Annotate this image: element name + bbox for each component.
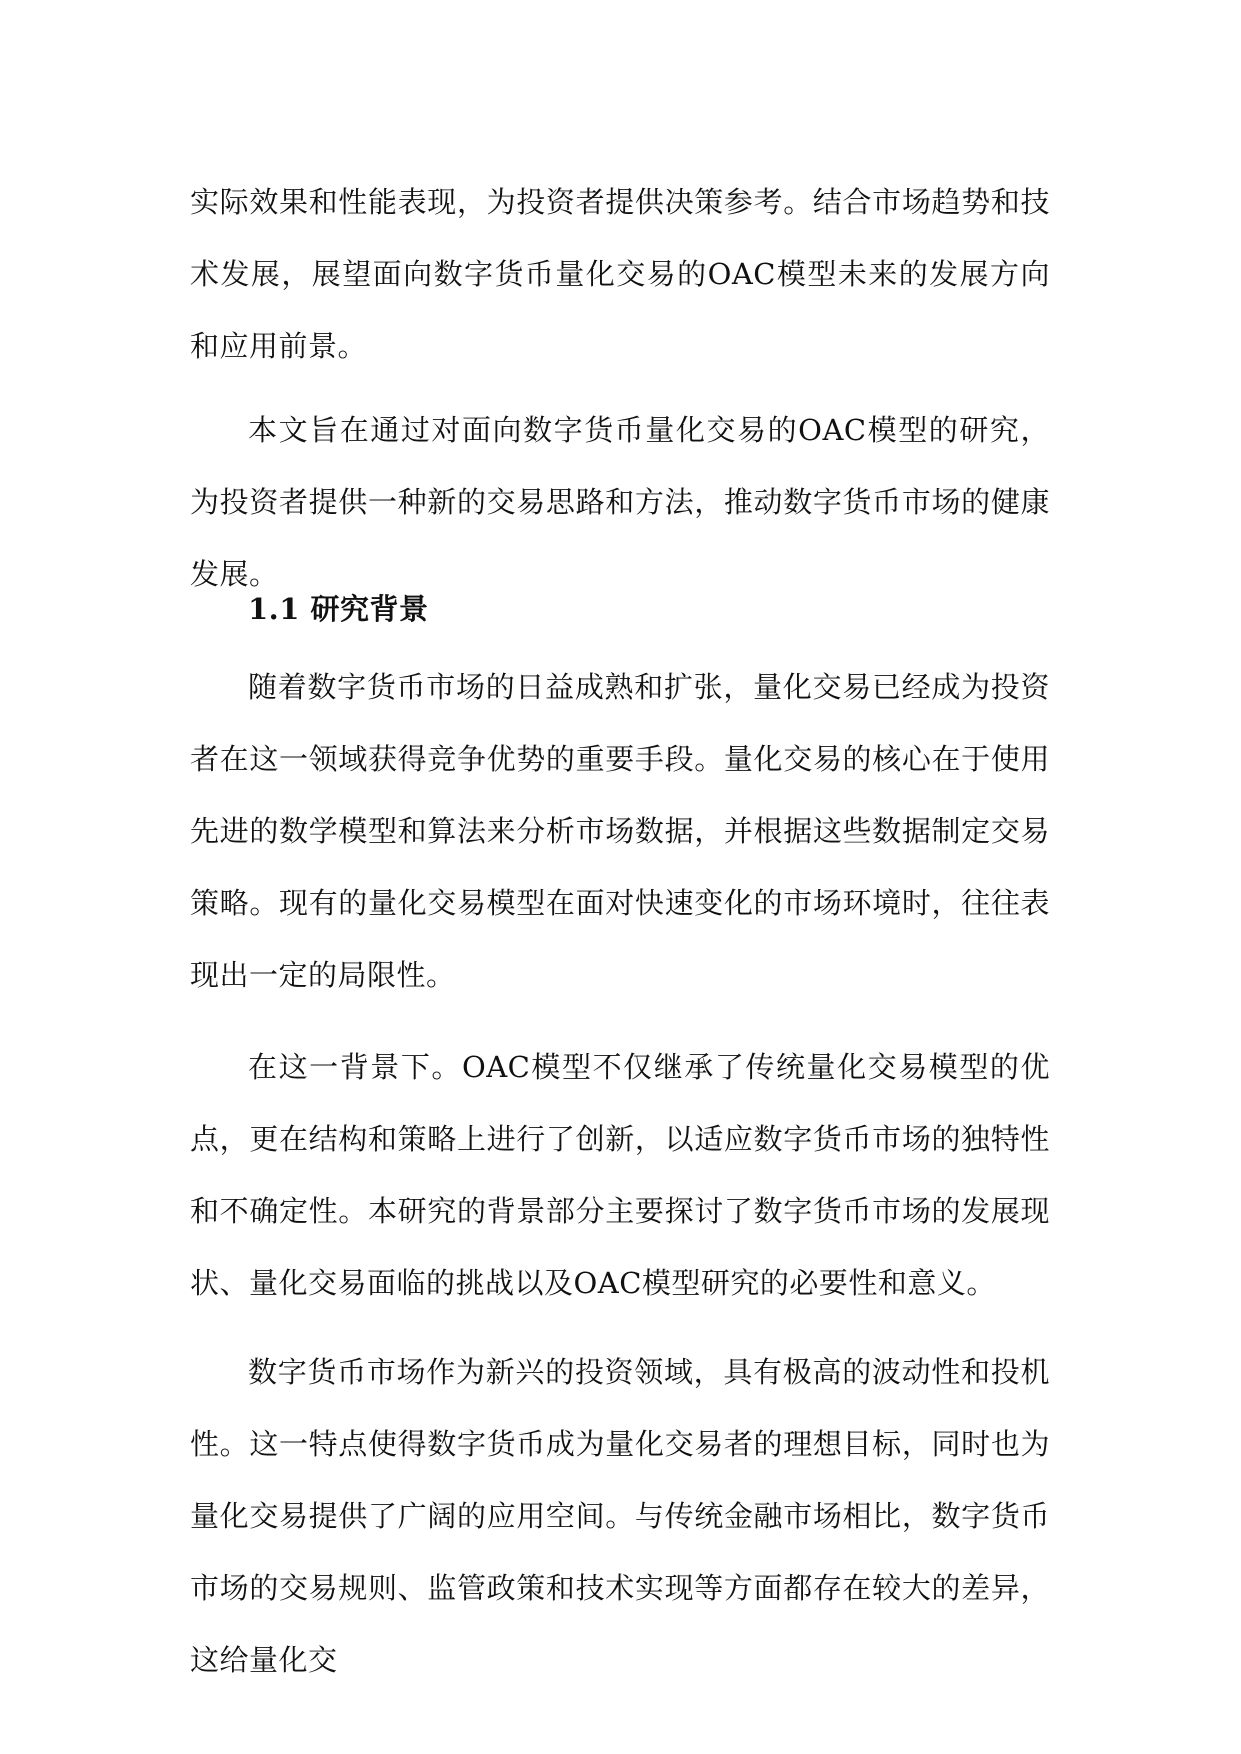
paragraph-background-2: 在这一背景下。OAC模型不仅继承了传统量化交易模型的优点，更在结构和策略上进行了创新，以适应数字货币市场的独特性和不确定性。本研究的背景部分主要探讨了数字货币市场的发展现状、量化交易面临的挑战以及OAC模型研究的必要性和意义。 <box>190 1050 1050 1300</box>
paragraph-continued: 实际效果和性能表现，为投资者提供决策参考。结合市场趋势和技术发展，展望面向数字货币量化交易的OAC模型未来的发展方向和应用前景。 <box>190 185 1050 363</box>
section-heading-research-background: 1.1 研究背景 <box>248 592 429 627</box>
paragraph-background-3: 数字货币市场作为新兴的投资领域，具有极高的波动性和投机性。这一特点使得数字货币成为量化交易者的理想目标，同时也为量化交易提供了广阔的应用空间。与传统金融市场相比，数字货币市场的交易规则、监管政策和技术实现等方面都存在较大的差异，这给量化交 <box>190 1355 1050 1677</box>
paragraph-background-1: 随着数字货币市场的日益成熟和扩张，量化交易已经成为投资者在这一领域获得竞争优势的重要手段。量化交易的核心在于使用先进的数学模型和算法来分析市场数据，并根据这些数据制定交易策略。现有的量化交易模型在面对快速变化的市场环境时，往往表现出一定的局限性。 <box>190 670 1050 992</box>
paragraph-research-purpose: 本文旨在通过对面向数字货币量化交易的OAC模型的研究，为投资者提供一种新的交易思路和方法，推动数字货币市场的健康发展。 <box>190 413 1050 591</box>
